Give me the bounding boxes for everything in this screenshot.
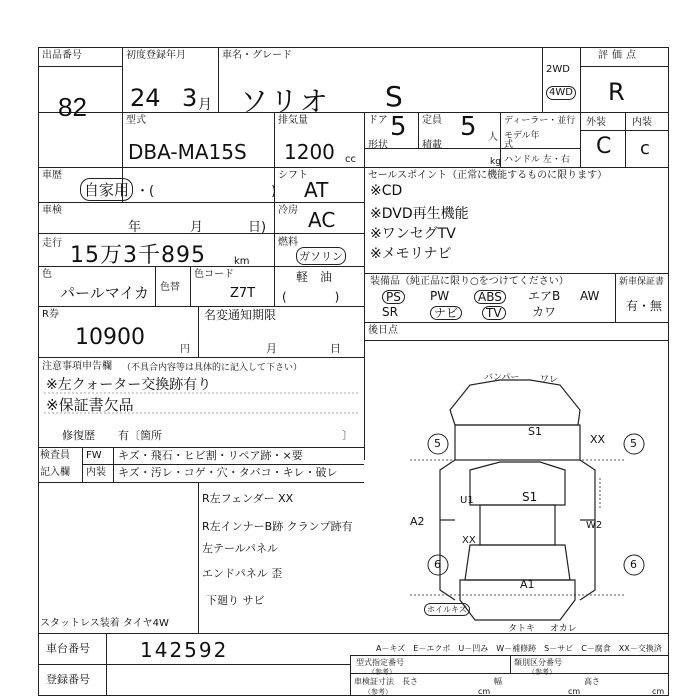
color-value: パールマイカ <box>60 284 149 302</box>
notes-line-1: ※左クォーター交換跡有り <box>46 377 212 393</box>
left-note: スタットレス装着 タイヤ4W <box>40 618 169 629</box>
sales-points-label: セールスポイント（正常に機能するものに限ります） <box>368 170 608 181</box>
diagram-wheel-rr: 6 <box>630 558 637 571</box>
interior-label: 内装 <box>632 117 652 128</box>
length-unit: cm <box>478 687 491 696</box>
height-label: 高さ <box>584 677 600 686</box>
registration-year: 24 <box>130 84 161 112</box>
inspector-note-2: R左インナーB跡 クランプ跡有 <box>202 520 353 533</box>
registration-month-unit: 月 <box>198 97 212 113</box>
cert-ref: （参考） <box>364 688 392 696</box>
width-label: 幅 <box>494 677 502 686</box>
dealer-label: ディーラー・並行 <box>504 116 576 126</box>
cert-label: 車検証寸法 <box>354 677 394 686</box>
inspector-note-1: R左フェンダー XX <box>202 492 294 505</box>
inspector-note-4: エンドパネル 歪 <box>202 567 283 580</box>
diagram-xx-front: XX <box>590 433 606 446</box>
registration-month: 3 <box>182 84 198 112</box>
aircon-value: AC <box>308 208 336 232</box>
fuel-light-oil: 軽 油 <box>296 270 333 284</box>
notes-label: 注意事項申告欄 <box>42 361 112 372</box>
color-change-label: 色替 <box>160 282 180 293</box>
history-value: 自家用 <box>80 178 133 201</box>
capacity-label: 定員 <box>422 115 442 126</box>
doors-value: 5 <box>390 112 407 142</box>
rear-seat-label: 後日点 <box>368 325 398 336</box>
notes-line-2: ※保証書欠品 <box>46 396 134 414</box>
diagram-wheel-fr: 5 <box>630 437 637 450</box>
diagram-s1-front: S1 <box>528 425 542 438</box>
shift-value: AT <box>304 178 329 202</box>
chassis-label: 車台番号 <box>46 642 90 655</box>
diagram-crack: ワレ <box>540 375 559 385</box>
color-code-label: 色コード <box>194 269 234 280</box>
rating-label: 評価点 <box>598 50 640 61</box>
equipment-leather: カワ <box>532 305 557 319</box>
tax-notice-label: 名変通知期限 <box>204 308 277 322</box>
handle-label: ハンドル 左・右 <box>504 155 570 165</box>
shift-label: シフト <box>278 170 308 181</box>
drive-4wd: 4WD <box>546 86 576 100</box>
equipment-airbag: エアB <box>528 289 561 303</box>
inspector-note-5: 下廻り サビ <box>206 594 265 607</box>
load-label: 積載 <box>422 140 442 151</box>
history-label: 車歴 <box>42 170 62 181</box>
drive-2wd: 2WD <box>546 64 570 75</box>
doors-label: ドア <box>368 115 388 126</box>
sales-point-2: ※DVD再生機能 <box>370 206 469 222</box>
car-name: ソリオ <box>240 85 330 118</box>
model-label: 型式 <box>126 115 146 126</box>
shape-label: 形状 <box>368 140 388 151</box>
width-unit: cm <box>568 687 581 696</box>
lot-number: 82 <box>58 92 87 122</box>
sales-point-3: ※ワンセグTV <box>370 226 456 242</box>
diagram-w2: W2 <box>586 520 603 531</box>
sales-point-4: ※メモリナビ <box>370 246 452 262</box>
interior-grade: c <box>640 138 650 159</box>
model-year-label: モデル年式 <box>504 131 540 150</box>
diagram-tataki: タトキ <box>508 624 536 634</box>
diagram-u1: U1 <box>460 495 474 506</box>
color-code: Z7T <box>230 286 256 301</box>
diagram-wheel-scratch: ホイルキズ <box>424 603 470 616</box>
spec-ref: （参考） <box>368 668 396 676</box>
notes-sub: （不具合内容等は具体的に記入して下さい） <box>122 363 303 373</box>
warranty-value: 有・無 <box>626 299 663 313</box>
diagram-s1-roof: S1 <box>522 490 538 504</box>
displacement-unit: cc <box>345 154 356 165</box>
recycle-label: R券 <box>42 309 59 320</box>
exterior-label: 外装 <box>586 117 606 128</box>
damage-legend: A－キズ E－エクボ U－凹み W－補修跡 S－サビ C－腐食 XX－交換済 <box>376 644 662 653</box>
inspector-fw: FW <box>86 450 102 461</box>
class-ref: （参考） <box>528 668 556 676</box>
equipment-pw: PW <box>430 289 450 303</box>
equipment-tv: TV <box>482 306 506 320</box>
inspection-year: 年 <box>128 220 142 235</box>
fuel-gasoline: ガソリン <box>296 247 346 265</box>
diagram-wheel-fl: 5 <box>434 437 441 450</box>
repair-value: 有〔箇所 <box>118 429 162 442</box>
fuel-label: 燃料 <box>278 237 298 248</box>
equipment-abs: ABS <box>474 290 506 304</box>
sales-point-1: ※CD <box>370 183 403 199</box>
diagram-okare: オカレ <box>550 624 577 634</box>
mileage-unit: km <box>234 256 250 267</box>
displacement-label: 排気量 <box>278 115 308 126</box>
diagram-wheel-rl: 6 <box>434 558 441 571</box>
spec-label: 型式指定番号 <box>356 658 404 667</box>
car-label: 車名・グレード <box>222 50 292 61</box>
class-label: 類別区分番号 <box>514 658 562 667</box>
tax-notice-day: 日 <box>330 342 341 355</box>
aircon-label: 冷房 <box>278 205 298 216</box>
inspector-row-2: キズ・汚レ・コゲ・穴・タバコ・キレ・破レ <box>118 466 338 479</box>
model-value: DBA-MA15S <box>128 140 247 164</box>
equipment-aw: AW <box>580 289 600 303</box>
inspector-note-3: 左テールパネル <box>202 542 279 555</box>
inspector-row-1: キズ・飛石・ヒビ割・リペア跡・×要 <box>118 449 303 462</box>
history-rest: ・( ) <box>136 184 277 199</box>
inspection-day: 日) <box>248 220 267 235</box>
recycle-value: 10900 <box>75 325 145 350</box>
registration-label: 初度登録年月 <box>126 50 186 61</box>
recycle-unit: 円 <box>180 344 190 355</box>
equipment-sr: SR <box>382 305 398 319</box>
inspector-label-2: 記入欄 <box>40 467 70 478</box>
load-unit: kg <box>490 157 501 167</box>
displacement-value: 1200 <box>284 140 335 164</box>
inspection-label: 車検 <box>42 205 62 216</box>
mileage-value: 15万3千895 <box>70 243 206 268</box>
capacity-unit: 人 <box>488 132 498 143</box>
equipment-label: 装備品（純正品に限り○をつけてください） <box>370 276 569 287</box>
lot-label: 出品番号 <box>42 50 82 61</box>
equipment-navi: ナビ <box>430 306 462 320</box>
diagram-bumper: バンパー <box>484 373 520 383</box>
diagram-a1: A1 <box>520 578 535 591</box>
mileage-label: 走行 <box>42 238 62 249</box>
capacity-value: 5 <box>460 112 477 142</box>
diagram-xx-left: XX <box>462 535 476 546</box>
height-unit: cm <box>652 687 665 696</box>
tax-notice-month: 月 <box>266 342 277 355</box>
repair-close: 〕 <box>342 429 353 442</box>
color-label: 色 <box>42 269 52 280</box>
reg-number-label: 登録番号 <box>46 673 90 686</box>
inspector-interior: 内装 <box>86 467 106 478</box>
warranty-label: 新車保証書 <box>619 277 665 287</box>
diagram-a2: A2 <box>410 515 425 528</box>
inspection-month: 月 <box>190 220 204 235</box>
rating-score: R <box>608 78 625 106</box>
length-label: 長さ <box>402 677 418 686</box>
fuel-paren: ( ) <box>282 290 340 304</box>
chassis-value: 142592 <box>140 638 229 662</box>
car-grade: S <box>385 80 403 113</box>
exterior-grade: C <box>596 134 612 159</box>
inspector-label-1: 検査員 <box>40 450 70 461</box>
repair-label: 修復歴 <box>62 429 95 442</box>
equipment-ps: PS <box>382 290 405 304</box>
